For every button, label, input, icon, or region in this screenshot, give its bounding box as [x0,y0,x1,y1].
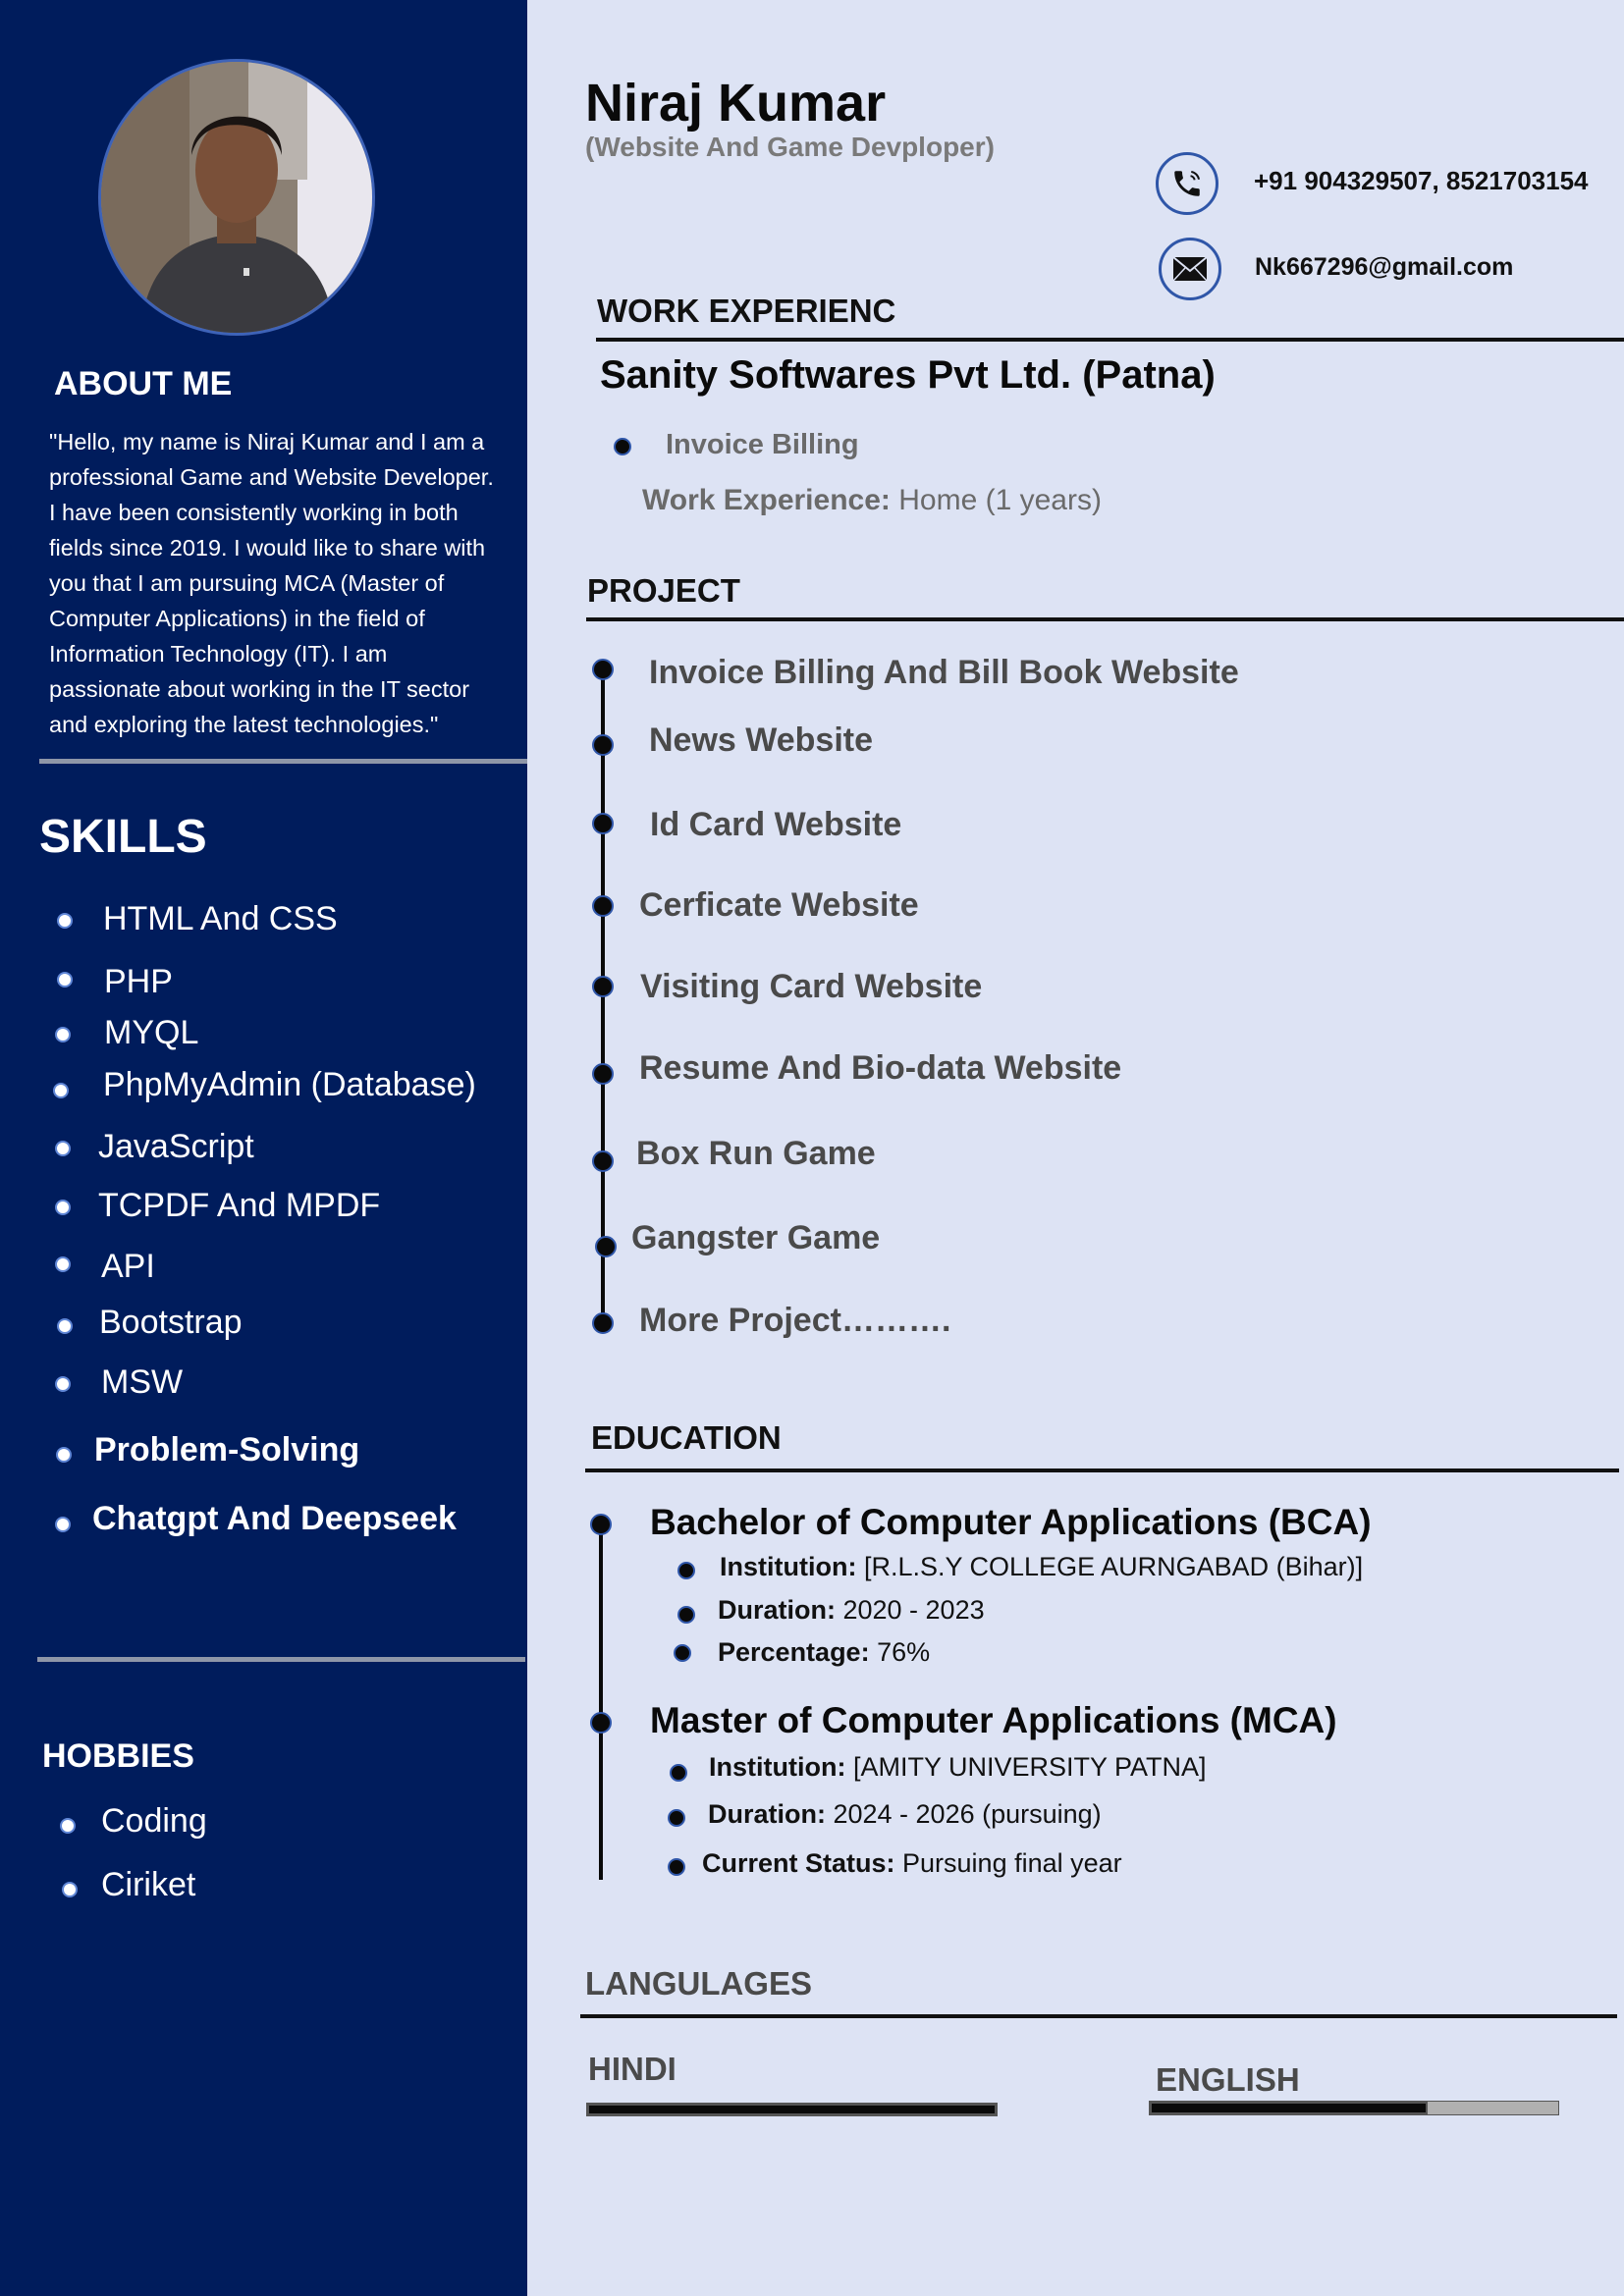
avatar [98,59,375,336]
skill-item [0,899,527,938]
hobby-label: Ciriket [101,1866,196,1903]
skill-item [0,1362,527,1402]
project-item: More Project………. [639,1302,951,1339]
detail-label: Percentage: [718,1637,870,1667]
skill-label: HTML And CSS [103,900,338,937]
bullet-icon [668,1858,685,1876]
skill-item [0,1065,527,1104]
work-heading: WORK EXPERIENC [597,293,896,329]
detail-value: 76% [869,1637,931,1667]
detail-value: 2024 - 2026 (pursuing) [825,1799,1102,1829]
project-item: Id Card Website [650,806,902,843]
hobbies-heading: HOBBIES [42,1737,194,1775]
bullet-icon [674,1644,691,1662]
work-experience-value: Home (1 years) [890,484,1102,516]
bullet-icon [57,1318,73,1334]
bullet-icon [55,1027,71,1042]
language-name: ENGLISH [1156,2061,1300,2098]
about-line: passionate about working in the IT sector [49,676,470,702]
divider [37,1657,525,1662]
work-bullet: Invoice Billing [666,429,859,460]
project-item: Visiting Card Website [640,968,983,1005]
work-experience-label: Work Experience: [642,484,891,516]
bullet-icon [670,1764,687,1782]
degree-title: Bachelor of Computer Applications (BCA) [650,1502,1372,1542]
project-item: News Website [649,721,874,759]
detail-label: Current Status: [702,1848,895,1878]
skills-heading: SKILLS [39,811,207,863]
about-line: I have been consistently working in both [49,500,459,525]
company-name: Sanity Softwares Pvt Ltd. (Patna) [600,353,1216,397]
education-detail [720,1552,1363,1582]
detail-label: Institution: [720,1552,857,1581]
bullet-icon [668,1809,685,1827]
timeline-dot [592,813,614,834]
bullet-icon [60,1818,76,1834]
skill-label: Chatgpt And Deepseek [92,1500,457,1537]
section-rule [580,2014,1617,2018]
skill-label: TCPDF And MPDF [98,1187,381,1224]
education-heading: EDUCATION [591,1419,782,1456]
skill-label: MSW [101,1363,184,1401]
detail-label: Duration: [708,1799,826,1829]
education-detail [718,1595,985,1626]
language-bar-fill [1150,2102,1428,2114]
skill-item [0,1499,527,1538]
skill-label: PHP [104,963,173,1000]
degree-title: Master of Computer Applications (MCA) [650,1700,1337,1740]
skill-label: Problem-Solving [94,1431,360,1468]
name-title: Niraj Kumar [585,74,887,133]
email-glyph [1172,256,1208,282]
about-line: "Hello, my name is Niraj Kumar and I am a [49,429,485,454]
detail-value: [R.L.S.Y COLLEGE AURNGABAD (Bihar)] [856,1552,1364,1581]
detail-label: Institution: [709,1752,846,1782]
divider [39,759,527,764]
about-line: you that I am pursuing MCA (Master of [49,570,445,596]
about-line: Information Technology (IT). I am [49,641,388,667]
detail-value: 2020 - 2023 [835,1595,985,1625]
section-rule [585,1468,1619,1472]
skill-item [0,1127,527,1166]
about-line: fields since 2019. I would like to share with [49,535,486,561]
email-address: Nk667296@gmail.com [1255,253,1514,281]
skill-item [0,962,527,1001]
email-icon [1159,238,1221,300]
about-heading: ABOUT ME [54,365,233,402]
education-detail [708,1799,1102,1830]
timeline-dot [590,1712,612,1734]
skill-label: MYQL [104,1014,199,1051]
education-detail [702,1848,1122,1879]
project-item: Resume And Bio-data Website [639,1049,1122,1087]
project-item: Gangster Game [631,1219,881,1256]
skill-item [0,1430,527,1469]
skill-item [0,1247,527,1286]
hobby-item [0,1801,527,1841]
section-rule [586,617,1624,621]
skill-label: PhpMyAdmin (Database) [103,1066,476,1103]
timeline-dot [592,976,614,997]
project-heading: PROJECT [587,572,740,609]
about-line: Computer Applications) in the field of [49,606,425,631]
about-line: professional Game and Website Developer. [49,464,494,490]
language-bar [586,2103,998,2116]
skill-label: API [101,1248,155,1285]
bullet-icon [55,1517,71,1532]
bullet-icon [57,913,73,929]
about-line: and exploring the latest technologies." [49,712,439,737]
timeline-dot [592,1150,614,1172]
education-detail [709,1752,1207,1783]
bullet-icon [614,438,631,455]
work-experience-line [642,484,1102,517]
hobby-item [0,1865,527,1904]
phone-number: +91 904329507, 8521703154 [1254,166,1589,195]
skill-item [0,1303,527,1342]
bullet-icon [55,1200,71,1215]
sidebar [0,0,527,2296]
section-rule [596,338,1624,342]
detail-value: [AMITY UNIVERSITY PATNA] [845,1752,1207,1782]
detail-label: Duration: [718,1595,836,1625]
bullet-icon [55,1376,71,1392]
bullet-icon [677,1562,695,1579]
language-name: HINDI [588,2051,677,2087]
avatar-photo [101,62,372,333]
timeline-dot [592,734,614,756]
education-detail [718,1637,930,1668]
bullet-icon [62,1882,78,1897]
languages-heading: LANGULAGES [585,1965,812,2002]
skill-label: JavaScript [98,1128,254,1165]
timeline-dot [595,1236,617,1257]
timeline-dot [592,659,614,680]
bullet-icon [56,1447,72,1463]
phone-glyph [1170,167,1204,200]
bullet-icon [677,1606,695,1624]
role-subtitle: (Website And Game Devploper) [585,132,995,162]
language-bar-fill [587,2104,997,2115]
bullet-icon [55,1141,71,1156]
detail-value: Pursuing final year [894,1848,1122,1878]
skill-label: Bootstrap [99,1304,243,1341]
phone-icon [1156,152,1218,215]
about-text [49,424,525,742]
skill-item [0,1013,527,1052]
project-item: Cerficate Website [639,886,919,924]
timeline-dot [592,1063,614,1085]
bullet-icon [53,1083,69,1098]
timeline-dot [592,895,614,917]
timeline-dot [592,1312,614,1334]
project-item: Box Run Game [636,1135,876,1172]
language-bar [1149,2101,1559,2115]
timeline-line [599,1522,603,1880]
timeline-dot [590,1514,612,1535]
project-item: Invoice Billing And Bill Book Website [649,654,1239,691]
hobby-label: Coding [101,1802,207,1840]
skill-item [0,1186,527,1225]
bullet-icon [57,972,73,988]
bullet-icon [55,1256,71,1272]
